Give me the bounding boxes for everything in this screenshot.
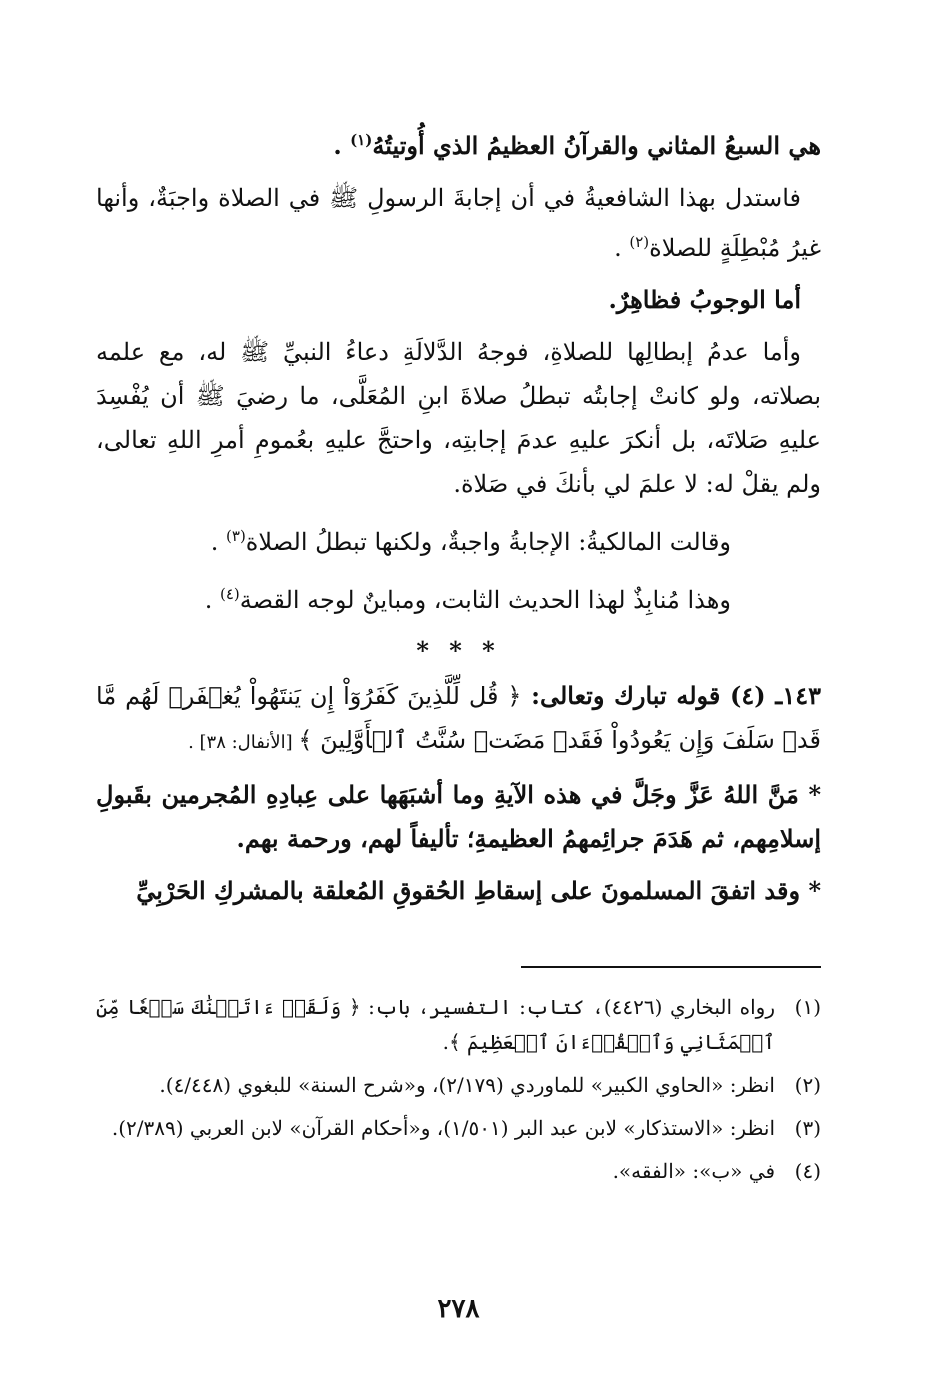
footnote-item — [96, 1111, 821, 1146]
footnote-item — [96, 1068, 821, 1103]
paragraph-5-text: وقالت المالكيةُ: الإجابةُ واجبةٌ، ولكنها تبطلُ الصلاة — [245, 528, 731, 556]
paragraph-5 — [96, 514, 821, 564]
paragraph-1 — [96, 118, 821, 168]
footnote-number: (٢) — [794, 1073, 821, 1097]
footnote-text: انظر: «الحاوي الكبير» للماوردي (٢/١٧٩)، و«شرح السنة» للبغوي (٤/٤٤٨). — [159, 1073, 775, 1097]
footnote-number: (١) — [794, 995, 821, 1019]
footnote-number: (٤) — [794, 1159, 821, 1183]
page-body — [96, 118, 821, 1343]
footnote-item — [96, 990, 821, 1060]
paragraph-1-end: . — [333, 131, 351, 160]
section-divider: * * * — [416, 636, 501, 665]
page-number: ٢٧٨ — [437, 1294, 480, 1324]
footnote-marker-4: (٤) — [219, 585, 240, 603]
paragraph-3-text: أما الوجوبُ فظاهِرٌ. — [608, 285, 801, 314]
footnote-number: (٣) — [794, 1116, 821, 1140]
footnote-marker-2: (٢) — [629, 233, 650, 251]
paragraph-4-text: وأما عدمُ إبطالِها للصلاةِ، فوجهُ الدَّلالَةِ دعاءُ النبيِّ ﷺ له، مع علمه بصلاته، ولو كانتْ إجابتُه تبطلُ صلاةَ ابنِ المُعَلَّى، ما رضيَ ﷺ أن يُفْسِدَ عليهِ صَلاتَه، بل أنكرَ عليهِ عدمَ إجابتِه، واحتجَّ عليهِ بعُمومِ أمرِ اللهِ تعالى، ولم يقلْ له: لا علمَ لي بأنكَ في صَلاة. — [96, 338, 821, 498]
verse-lead: ١٤٣ـ (٤) قوله تبارك وتعالى: — [521, 681, 821, 710]
footnote-text: في «ب»: «الفقه». — [612, 1159, 775, 1183]
paragraph-verse — [96, 674, 821, 765]
paragraph-6 — [96, 572, 821, 622]
footnotes — [96, 990, 821, 1197]
footnote-separator — [521, 966, 821, 968]
quran-verse: ﴿ قُل لِّلَّذِينَ كَفَرُوٓاْ إِن يَنتَهُواْ يُغۡفَرۡ لَهُم مَّا قَدۡ سَلَفَ وَإِن يَعُودُواْ فَقَدۡ مَضَتۡ سُنَّتُ ٱلۡأَوَّلِينَ ﴾ — [96, 682, 821, 754]
paragraph-4 — [96, 330, 821, 506]
paragraph-1-text: هي السبعُ المثاني والقرآنُ العظيمُ الذي أُوتيتُهُ — [372, 131, 821, 160]
paragraph-2 — [96, 176, 821, 270]
footnote-marker-1: (١) — [350, 131, 373, 149]
paragraph-5-end: . — [210, 528, 227, 556]
paragraph-9 — [96, 869, 821, 913]
footnote-marker-3: (٣) — [226, 527, 246, 545]
paragraph-2-text: فاستدل بهذا الشافعيةُ في أن إجابةَ الرسولِ ﷺ في الصلاة واجبَةٌ، وأنها غيرُ مُبْطِلَةٍ للصلاة — [96, 184, 821, 262]
paragraph-8-text: * مَنَّ اللهُ عَزَّ وجَلَّ في هذه الآيةِ وما أشبَهَها على عِبادِهِ المُجرمين بقَبولِ إسلامِهم، ثم هَدَمَ جرائِمهمُ العظيمةِ؛ تأليفاً لهم، ورحمة بهم. — [96, 780, 822, 853]
paragraph-8 — [96, 773, 821, 861]
paragraph-6-end: . — [204, 586, 220, 614]
footnote-text: رواه البخاري (٤٤٢٦)، كتاب: التفسير، باب: ﴿ وَلَقَدۡ ءَاتَيۡنَٰكَ سَبۡعٗا مِّنَ ٱلۡمَثَانِي وَٱلۡقُرۡءَانَ ٱلۡعَظِيمَ ﴾. — [96, 995, 775, 1054]
paragraph-9-text: * وقد اتفقَ المسلمونَ على إسقاطِ الحُقوقِ المُعلقة بالمشركِ الحَرْبِيِّ — [136, 876, 821, 905]
paragraph-2-end: . — [614, 234, 630, 262]
verse-reference: [الأنفال: ٣٨] . — [188, 732, 299, 753]
footnote-item — [96, 1154, 821, 1189]
paragraph-3 — [96, 278, 821, 322]
paragraph-6-text: وهذا مُنابِذٌ لهذا الحديث الثابت، ومباينٌ لوجه القصة — [239, 586, 731, 614]
footnote-text: انظر: «الاستذكار» لابن عبد البر (١/٥٠١)، و«أحكام القرآن» لابن العربي (٢/٣٨٩). — [111, 1116, 775, 1140]
